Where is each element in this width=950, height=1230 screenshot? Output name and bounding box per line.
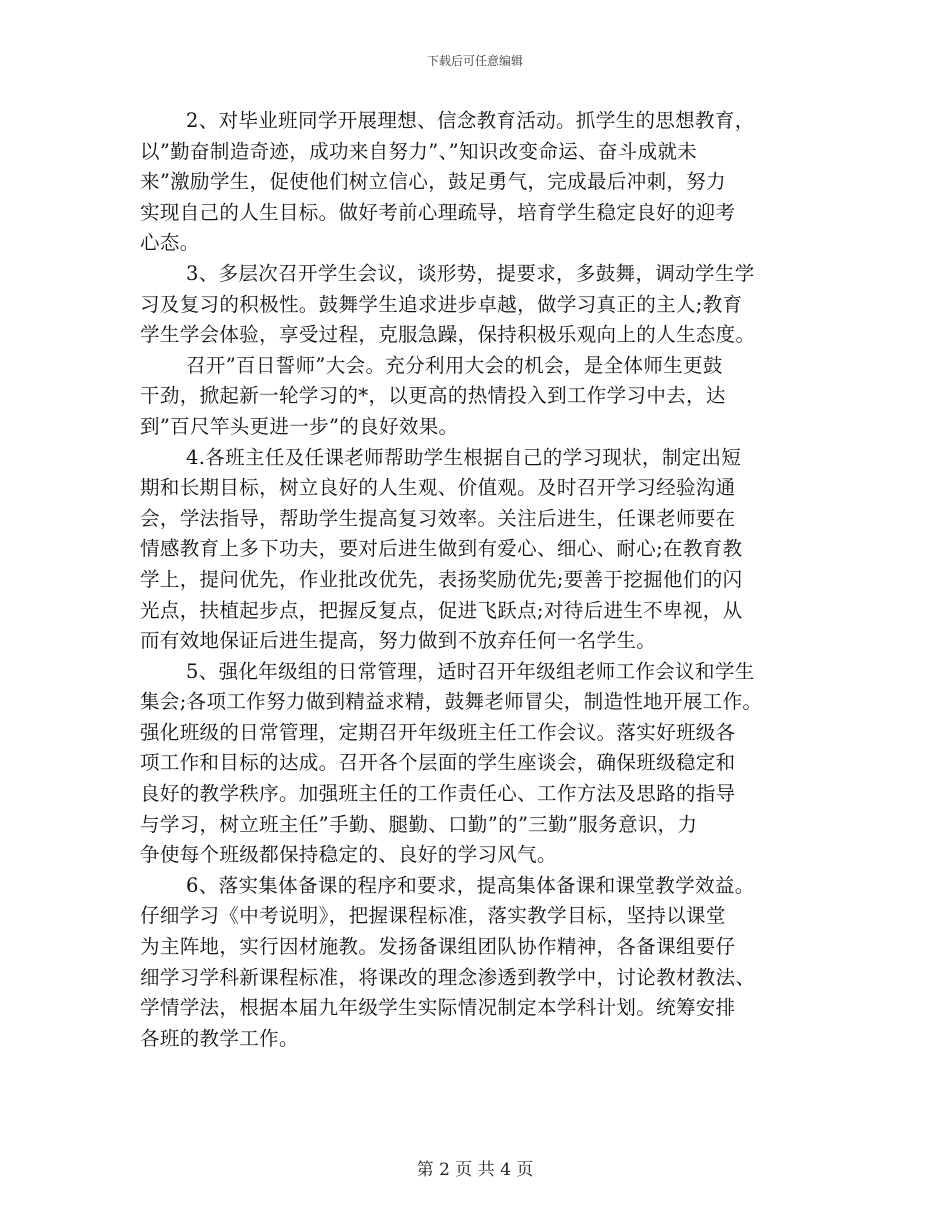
text-line: 会，学法指导，帮助学生提高复习效率。关注后进生，任课老师要在 [140,506,736,530]
text-line: 实现自己的人生目标。做好考前心理疏导，培育学生稳定良好的迎考 [140,200,736,224]
text-line: 5、强化年级组的日常管理，适时召开年级组老师工作会议和学生 [186,659,755,683]
text-line: 光点，扶植起步点，把握反复点，促进飞跃点;对待后进生不卑视，从 [140,598,743,622]
text-line: 情感教育上多下功夫，要对后进生做到有爱心、细心、耐心;在教育教 [140,537,743,561]
text-line: 以”勤奋制造奇迹，成功来自努力”、”知识改变命运、奋斗成就未 [140,139,698,163]
text-line: 来”激励学生，促使他们树立信心，鼓足勇气，完成最后冲刺，努力 [140,170,726,194]
text-line: 学生学会体验，享受过程，克服急躁，保持积极乐观向上的人生态度。 [140,323,756,347]
text-line: 仔细学习《中考说明》，把握课程标准，落实教学目标，坚持以课堂 [140,904,726,928]
text-line: 各班的教学工作。 [140,1026,299,1050]
text-line: 到”百尺竿头更进一步”的良好效果。 [140,414,459,438]
text-line: 为主阵地，实行因材施教。发扬备课组团队协作精神，各备课组要仔 [140,935,736,959]
text-line: 3、多层次召开学生会议，谈形势，提要求，多鼓舞，调动学生学 [186,261,755,285]
text-line: 而有效地保证后进生提高，努力做到不放弃任何一名学生。 [140,629,657,653]
text-line: 细学习学科新课程标准，将课改的理念渗透到教学中，讨论教材教法、 [140,965,756,989]
text-line: 项工作和目标的达成。召开各个层面的学生座谈会，确保班级稳定和 [140,751,736,775]
text-line: 争使每个班级都保持稳定的、良好的学习风气。 [140,843,557,867]
text-line: 良好的教学秩序。加强班主任的工作责任心、工作方法及思路的指导 [140,782,736,806]
text-line: 6、落实集体备课的程序和要求，提高集体备课和课堂教学效益。 [186,873,755,897]
page-footer: 第 2 页 共 4 页 [416,1160,534,1180]
text-line: 集会;各项工作努力做到精益求精，鼓舞老师冒尖，制造性地开展工作。 [140,690,763,714]
text-line: 与学习，树立班主任”手勤、腿勤、口勤”的”三勤”服务意识，力 [140,812,698,836]
text-line: 学上，提问优先，作业批改优先，表扬奖励优先;要善于挖掘他们的闪 [140,567,743,591]
text-line: 强化班级的日常管理，定期召开年级班主任工作会议。落实好班级各 [140,720,736,744]
text-line: 学情学法，根据本届九年级学生实际情况制定本学科计划。统筹安排 [140,996,736,1020]
text-line: 召开”百日誓师”大会。充分利用大会的机会，是全体师生更鼓 [186,353,723,377]
text-line: 心态。 [140,231,200,255]
text-line: 习及复习的积极性。鼓舞学生追求进步卓越，做学习真正的主人;教育 [140,292,743,316]
text-line: 2、对毕业班同学开展理想、信念教育活动。抓学生的思想教育， [186,109,755,132]
text-line: 干劲，掀起新一轮学习的*，以更高的热情投入到工作学习中去，达 [140,384,726,408]
text-line: 4.各班主任及任课老师帮助学生根据自己的学习现状，制定出短 [186,445,742,469]
page-header: 下载后可任意编辑 [426,54,523,68]
text-line: 期和长期目标，树立良好的人生观、价值观。及时召开学习经验沟通 [140,476,736,500]
document-body [140,106,820,1054]
